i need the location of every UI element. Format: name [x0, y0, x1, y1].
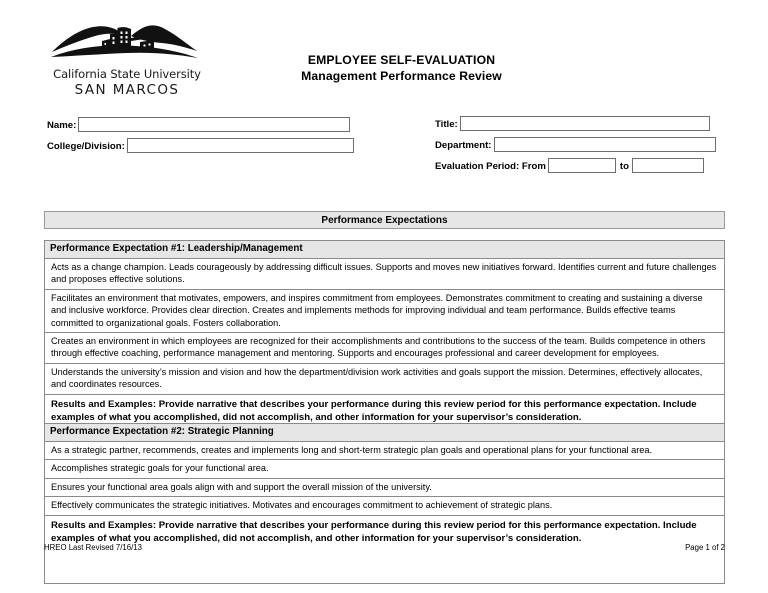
document-header	[0, 0, 768, 105]
evaluation-period-from-input[interactable]	[548, 158, 616, 173]
name-label: Name:	[47, 120, 77, 131]
expectation-2-results-prompt[interactable]: Results and Examples: Provide narrative that describes your performance during this review period for this performance expectation. Include examples of what you accomplished, did not accomplish, and other information for your supervisor’s consideration.	[51, 519, 697, 545]
title-input[interactable]	[460, 116, 710, 131]
expectation-1-criterion-row: Understands the university’s mission and vision and how the department/division work activities and goals support the mission. Determines, effectively allocates, and coordinates resources.	[45, 364, 724, 395]
page-title-line1: EMPLOYEE SELF-EVALUATION	[307, 53, 496, 67]
college-division-input[interactable]	[127, 138, 354, 153]
expectation-1-heading: Performance Expectation #1: Leadership/Management	[45, 241, 724, 259]
name-input[interactable]	[78, 117, 350, 132]
csusm-mountain-logo-icon	[47, 16, 202, 66]
evaluation-period-to-input[interactable]	[632, 158, 704, 173]
evaluation-period-to-label: to	[619, 161, 629, 172]
expectation-2-criterion-row: Accomplishes strategic goals for your functional area.	[45, 460, 724, 478]
performance-expectations-section-header	[44, 211, 725, 229]
footer-revision-text: HREO Last Revised 7/16/13	[44, 543, 142, 552]
university-logo	[47, 16, 207, 98]
field-row-college-division	[47, 138, 354, 153]
employee-info-form	[0, 110, 768, 185]
expectation-1-criterion-row: Facilitates an environment that motivates, empowers, and inspires commitment from employees. Demonstrates commitment to creating and sustaining a diverse and inclusive workforce. Provides clear direction. Creates and implements methods for improving individual and team performance. Builds effective teams committed to organizational goals. Fosters collaboration.	[45, 290, 724, 333]
performance-expectation-2-table	[44, 423, 725, 584]
field-row-title	[435, 116, 710, 131]
logo-campus-name: SAN MARCOS	[74, 82, 180, 98]
expectation-1-criterion-row: Acts as a change champion. Leads courageously by addressing difficult issues. Supports and moves new initiatives forward. Identifies current and future challenges and proposes effective solutions.	[45, 259, 724, 290]
expectation-1-results-prompt[interactable]: Results and Examples: Provide narrative that describes your performance during this review period for this performance expectation. Include examples of what you accomplished, did not accomplish, and other information for your supervisor’s consideration.	[51, 398, 697, 424]
title-label: Title:	[435, 119, 458, 130]
field-row-name	[47, 117, 350, 132]
department-input[interactable]	[494, 137, 716, 152]
field-row-department	[435, 137, 716, 152]
expectation-2-criterion-row: As a strategic partner, recommends, creates and implements long and short-term strategic plan goals and operational plans for your functional area.	[45, 442, 724, 460]
page-title-line2: Management Performance Review	[301, 69, 502, 83]
section-heading-text: Performance Expectations	[321, 214, 448, 226]
logo-university-name: California State University	[53, 67, 201, 81]
evaluation-period-label: Evaluation Period: From	[435, 161, 546, 172]
footer-page-number: Page 1 of 2	[685, 543, 725, 552]
department-label: Department:	[435, 140, 492, 151]
expectation-1-criterion-row: Creates an environment in which employees are recognized for their accomplishments and contributions to the success of the team. Builds competence in others through effective coaching, performance management and mentoring. Supports and encourages professional and career development for employees.	[45, 333, 724, 364]
college-division-label: College/Division:	[47, 141, 125, 152]
page-footer	[44, 543, 725, 553]
page-title	[224, 52, 579, 84]
field-row-evaluation-period	[435, 158, 704, 173]
expectation-2-criterion-row: Ensures your functional area goals align with and support the overall mission of the university.	[45, 479, 724, 497]
expectation-2-criterion-row: Effectively communicates the strategic initiatives. Motivates and encourages commitment to achievement of strategic plans.	[45, 497, 724, 515]
expectation-2-heading: Performance Expectation #2: Strategic Planning	[45, 424, 724, 442]
